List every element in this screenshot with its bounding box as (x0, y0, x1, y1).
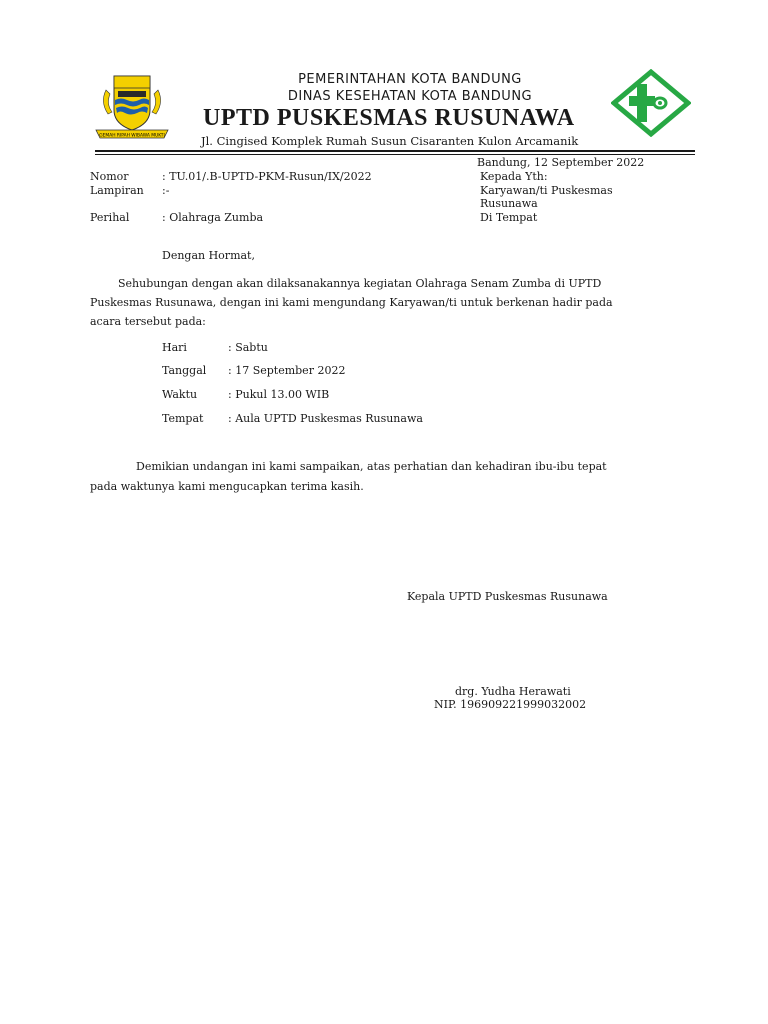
detail-value-waktu: : Pukul 13.00 WIB (228, 388, 330, 401)
bandung-city-emblem (94, 72, 170, 142)
closing-line-2: pada waktunya kami mengucapkan terima kasih. (90, 480, 364, 493)
recipient-line-2: Karyawan/ti Puskesmas (480, 184, 613, 197)
emblem-motto: GEMAH RIPAH WIBAWA MUKTI (99, 133, 165, 139)
detail-label-tanggal: Tanggal (162, 364, 207, 377)
letterhead-rule-thin (95, 154, 695, 155)
body-line-1: Sehubungan dengan akan dilaksanakannya kegiatan Olahraga Senam Zumba di UPTD (118, 277, 602, 290)
detail-value-tempat: : Aula UPTD Puskesmas Rusunawa (228, 412, 423, 425)
meta-value-perihal: : Olahraga Zumba (162, 211, 264, 224)
department-name: DINAS KESEHATAN KOTA BANDUNG (287, 89, 533, 104)
recipient-line-3: Rusunawa (480, 197, 538, 210)
recipient-line-4: Di Tempat (480, 211, 538, 224)
puskesmas-logo (611, 69, 691, 137)
institution-title: UPTD PUSKESMAS RUSUNAWA (203, 105, 575, 131)
meta-value-lampiran: :- (162, 184, 170, 197)
detail-label-hari: Hari (162, 341, 187, 354)
meta-label-lampiran: Lampiran (90, 184, 144, 197)
meta-label-nomor: Nomor (90, 170, 129, 183)
body-line-2: Puskesmas Rusunawa, dengan ini kami mengundang Karyawan/ti untuk berkenan hadir pada (90, 296, 613, 309)
meta-value-nomor: : TU.01/.B-UPTD-PKM-Rusun/IX/2022 (162, 170, 372, 183)
institution-address: Jl. Cingised Komplek Rumah Susun Cisaranten Kulon Arcamanik (201, 134, 579, 148)
detail-value-tanggal: : 17 September 2022 (228, 364, 346, 377)
meta-label-perihal: Perihal (90, 211, 130, 224)
recipient-line-1: Kepada Yth: (480, 170, 548, 183)
detail-value-hari: : Sabtu (228, 341, 268, 354)
signatory-name: drg. Yudha Herawati (455, 685, 571, 698)
government-name: PEMERINTAHAN KOTA BANDUNG (298, 72, 522, 87)
closing-line-1: Demikian undangan ini kami sampaikan, atas perhatian dan kehadiran ibu-ibu tepat (136, 460, 607, 473)
signature-position: Kepala UPTD Puskesmas Rusunawa (407, 590, 608, 603)
signatory-nip: NIP. 196909221999032002 (434, 698, 587, 711)
letterhead-rule-thick (95, 150, 695, 152)
detail-label-tempat: Tempat (162, 412, 204, 425)
greeting: Dengan Hormat, (162, 249, 255, 262)
letter-date: Bandung, 12 September 2022 (477, 156, 645, 169)
body-line-3: acara tersebut pada: (90, 315, 206, 328)
detail-label-waktu: Waktu (162, 388, 198, 401)
